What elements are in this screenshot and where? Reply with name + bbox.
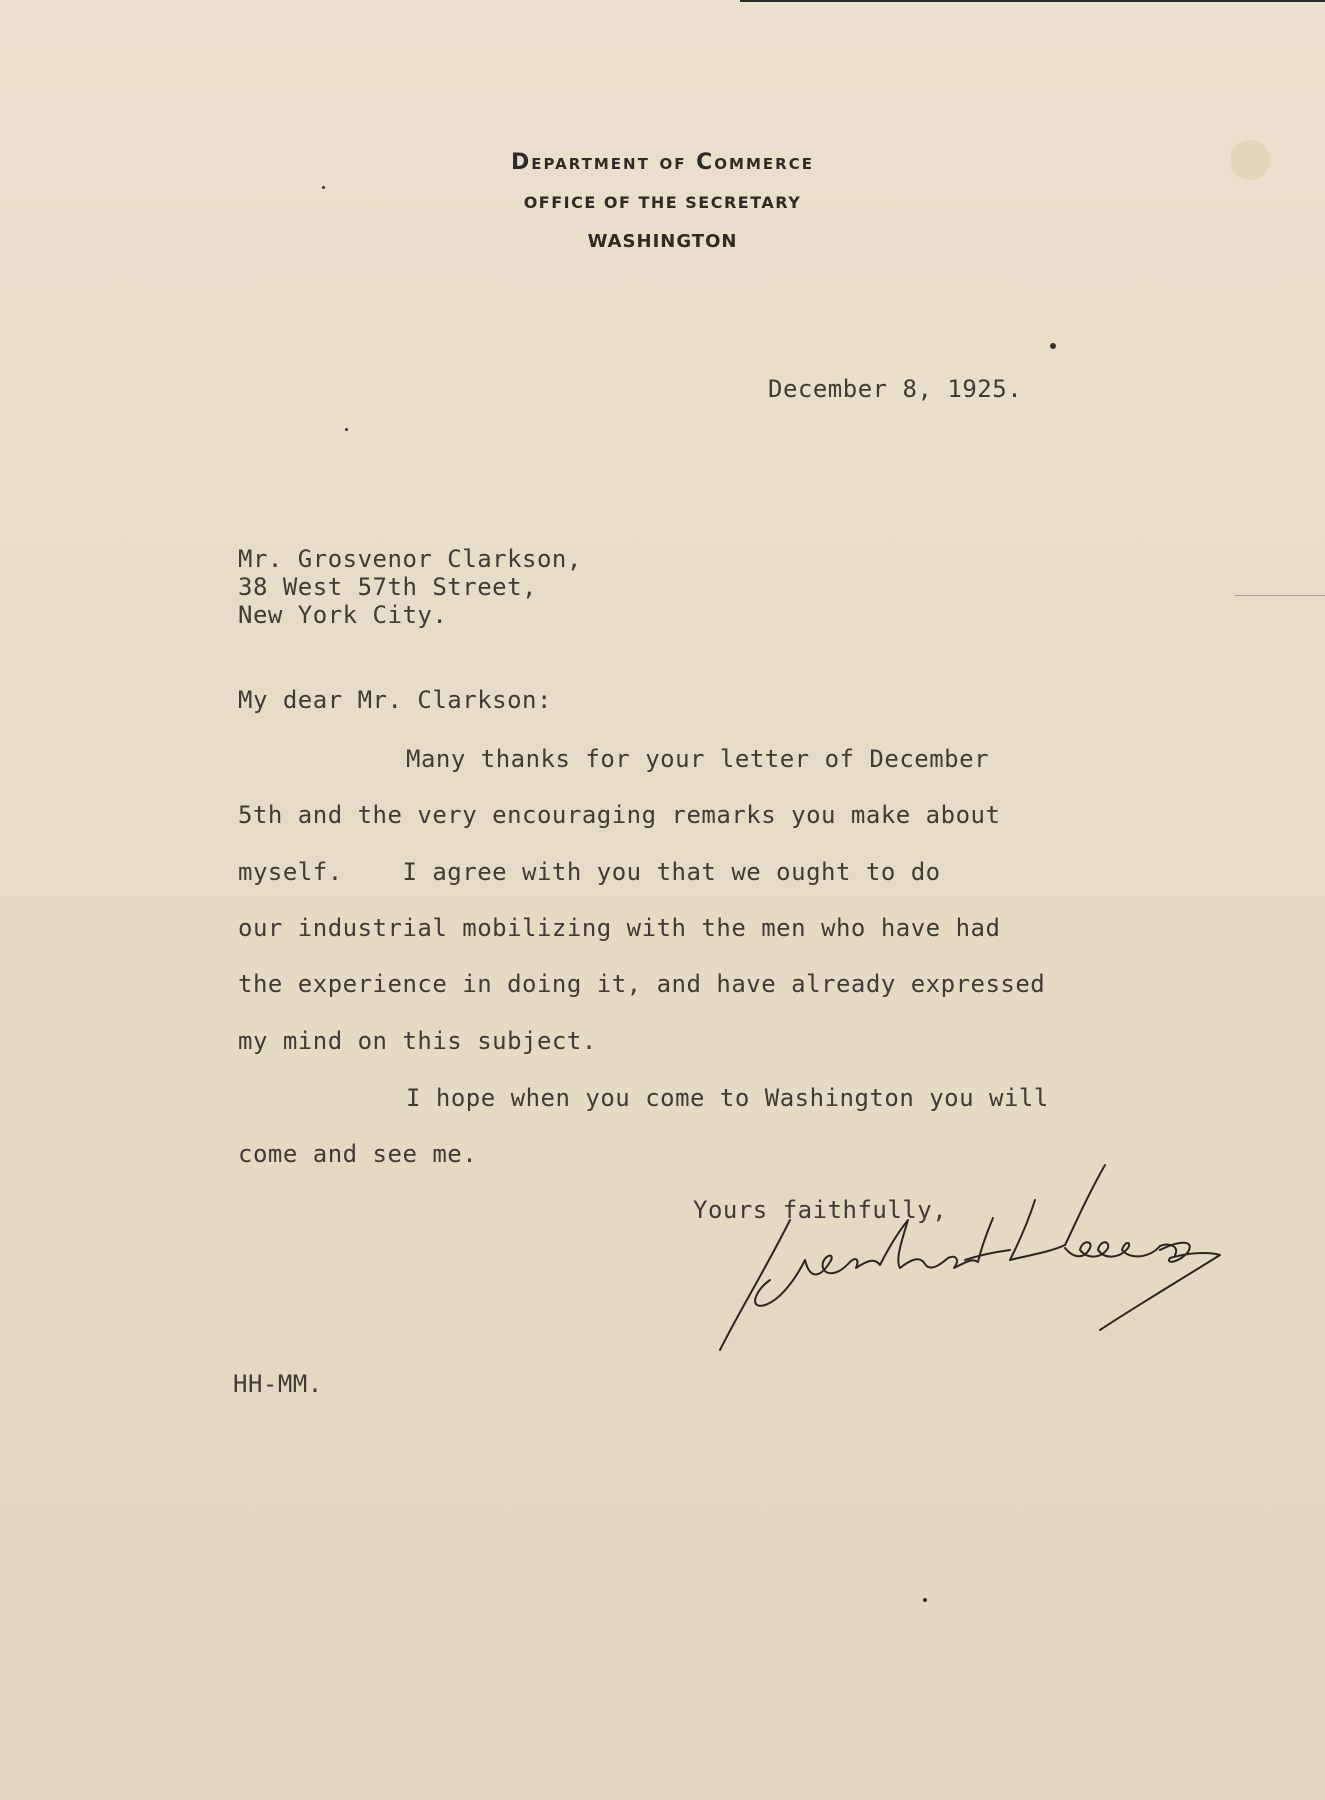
body-line: 5th and the very encouraging remarks you make about xyxy=(238,801,1001,829)
body-line: Many thanks for your letter of December xyxy=(406,745,990,773)
paper-speck xyxy=(1050,343,1056,349)
body-line: I hope when you come to Washington you will xyxy=(406,1084,1049,1112)
body-line: the experience in doing it, and have already expressed xyxy=(238,970,1046,998)
salutation: My dear Mr. Clarkson: xyxy=(238,686,552,714)
body-line: my mind on this subject. xyxy=(238,1027,597,1055)
paper-speck xyxy=(345,428,348,431)
paper-top-edge xyxy=(740,0,1325,2)
recipient-street: 38 West 57th Street, xyxy=(238,573,537,601)
letterhead-department: Department of Commerce xyxy=(511,150,814,175)
body-line: come and see me. xyxy=(238,1140,478,1168)
paper-speck xyxy=(923,1598,927,1602)
handwritten-signature xyxy=(710,1160,1260,1360)
recipient-name: Mr. Grosvenor Clarkson, xyxy=(238,545,582,573)
letterhead-office: OFFICE OF THE SECRETARY xyxy=(523,193,802,212)
recipient-city: New York City. xyxy=(238,601,448,629)
letterhead-city: WASHINGTON xyxy=(587,231,738,252)
closing: Yours faithfully, xyxy=(693,1196,948,1224)
paper-speck xyxy=(322,186,325,189)
letter-date: December 8, 1925. xyxy=(768,375,1023,403)
paper-crease xyxy=(1235,595,1325,596)
typist-initials: HH-MM. xyxy=(233,1370,323,1398)
body-line: myself. I agree with you that we ought to do xyxy=(238,858,941,886)
body-line: our industrial mobilizing with the men who have had xyxy=(238,914,1001,942)
